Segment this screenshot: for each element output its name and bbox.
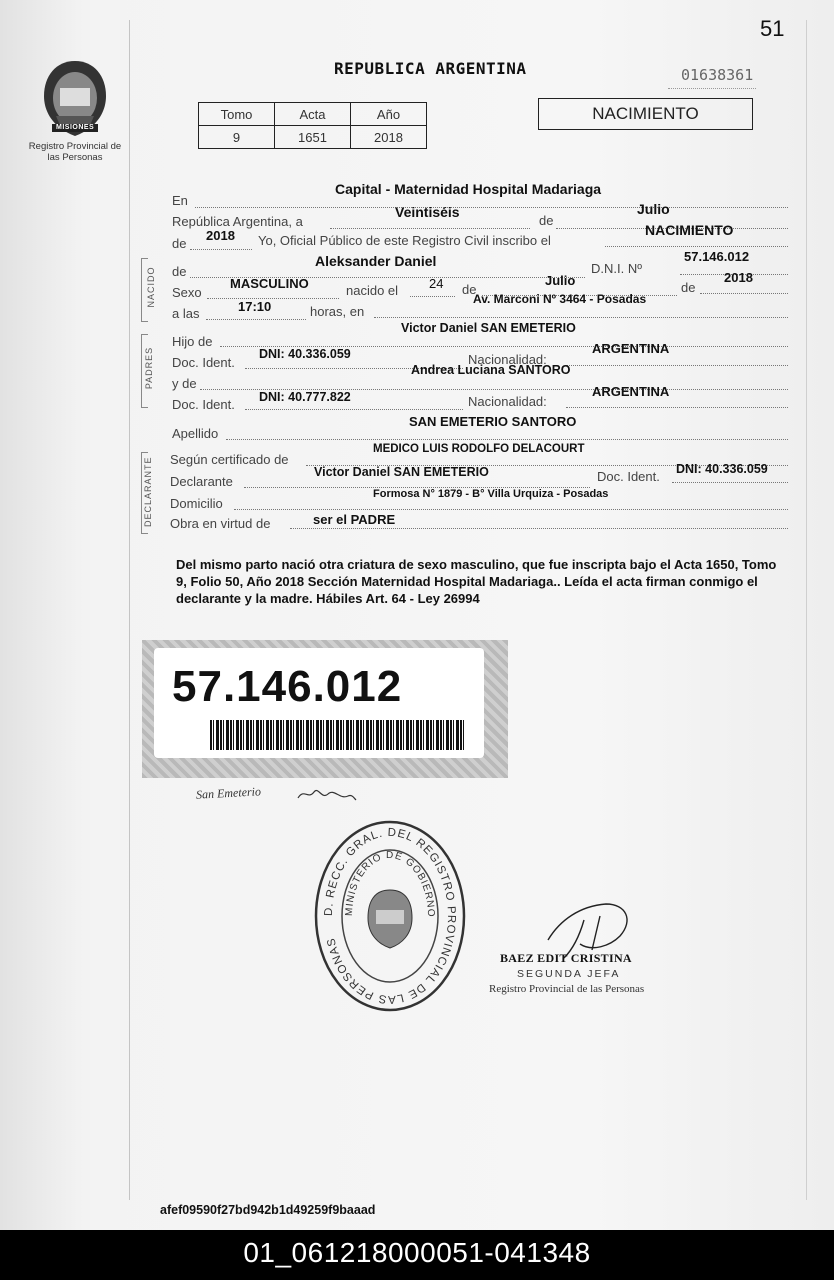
annotation-paragraph: Del mismo parto nació otra criatura de sexo masculino, que fue inscripta bajo el Acta 1650, Tomo 9, Folio 50, Año 2018 Sección Maternidad Hospital Madariaga.. Leída el acta firman conmigo el declarante y la madre. Hábiles Art. 64 - Ley 26994	[176, 557, 777, 606]
value-father-nat: ARGENTINA	[592, 341, 670, 356]
official-office: Registro Provincial de las Personas	[489, 983, 645, 995]
right-margin-line	[806, 20, 807, 1200]
line-father-nat	[566, 365, 788, 366]
label-de-birth-month: de	[462, 282, 477, 297]
label-republica: República Argentina, a	[172, 214, 303, 229]
line-en	[195, 207, 788, 208]
value-sex: MASCULINO	[230, 276, 309, 291]
label-segun: Según certificado de	[170, 452, 289, 467]
declarant-scribble	[296, 782, 358, 806]
footer-id-bar	[0, 1230, 834, 1280]
label-a-las: a las	[172, 306, 200, 321]
label-sexo: Sexo	[172, 285, 202, 300]
document-title: REPUBLICA ARGENTINA	[334, 59, 527, 78]
label-de-year: de	[172, 236, 187, 251]
line-event	[605, 246, 788, 247]
official-seal	[312, 818, 468, 1014]
margin-line	[129, 20, 130, 1200]
label-declarante: Declarante	[170, 474, 233, 489]
book-value-tomo: 9	[199, 126, 275, 149]
side-label-padres: PADRES	[144, 346, 154, 390]
label-obra: Obra en virtud de	[170, 516, 271, 531]
doc-type-label: NACIMIENTO	[592, 104, 699, 123]
value-father: Victor Daniel SAN EMETERIO	[401, 321, 576, 335]
value-place: Capital - Maternidad Hospital Madariaga	[335, 181, 602, 197]
value-year: 2018	[206, 228, 235, 243]
book-header-acta: Acta	[275, 103, 351, 126]
book-header-ano: Año	[351, 103, 427, 126]
value-time: 17:10	[238, 299, 272, 314]
book-value-ano: 2018	[351, 126, 427, 149]
line-declarant-doc	[672, 482, 788, 483]
side-label-declarante: DECLARANTE	[143, 456, 153, 527]
label-domicilio: Domicilio	[170, 496, 223, 511]
book-table	[198, 102, 427, 149]
footer-id: 01_061218000051-041348	[243, 1237, 591, 1268]
barcode	[210, 720, 465, 750]
value-birth-day: 24	[429, 276, 444, 291]
line-day	[330, 228, 530, 229]
line-surname	[226, 439, 788, 440]
label-de-month: de	[539, 213, 554, 228]
declarant-signature: San Emeterio	[195, 784, 262, 802]
label-nacido-el: nacido el	[346, 283, 399, 298]
official-name: BAEZ EDIT CRISTINA	[500, 951, 632, 965]
barcode-panel	[142, 640, 508, 778]
value-mother-doc: DNI: 40.777.822	[259, 390, 351, 404]
province-emblem	[38, 58, 112, 140]
value-birth-month: Julio	[545, 273, 576, 288]
registry-label: Registro Provincial de las Personas	[28, 141, 122, 163]
value-certificate: MEDICO LUIS RODOLFO DELACOURT	[373, 443, 585, 455]
value-surname: SAN EMETERIO SANTORO	[409, 414, 577, 429]
side-label-nacido: NACIDO	[146, 266, 156, 308]
line-sex	[207, 298, 339, 299]
label-nacionalidad-mother: Nacionalidad:	[468, 394, 547, 409]
doc-type-box	[538, 98, 753, 130]
serial-line	[668, 88, 756, 89]
label-hijo-de: Hijo de	[172, 334, 213, 349]
value-mother: Andrea Luciana SANTORO	[411, 363, 571, 377]
label-nacionalidad-father: Nacionalidad:	[468, 352, 547, 367]
label-doc-ident-declarant: Doc. Ident.	[597, 469, 660, 484]
value-declarant: Victor Daniel SAN EMETERIO	[314, 465, 489, 479]
label-horas-en: horas, en	[310, 304, 365, 319]
value-name: Aleksander Daniel	[315, 253, 437, 269]
value-event: NACIMIENTO	[645, 222, 734, 238]
value-birth-year: 2018	[724, 270, 753, 285]
document-hash: afef09590f27bd942b1d49259f9baaad	[160, 1203, 376, 1217]
book-header-tomo: Tomo	[199, 103, 275, 126]
value-mother-nat: ARGENTINA	[592, 384, 670, 399]
label-dni: D.N.I. Nº	[591, 261, 642, 276]
barcode-label	[154, 648, 484, 758]
line-birth-day	[410, 296, 455, 297]
seal-inner-text: MINISTERIO DE GOBIERNO	[343, 849, 437, 918]
emblem-text: MISIONES	[56, 124, 95, 131]
line-mother-nat	[566, 407, 788, 408]
value-father-doc: DNI: 40.336.059	[259, 347, 351, 361]
value-day: Veintiséis	[395, 204, 460, 220]
book-value-acta: 1651	[275, 126, 351, 149]
line-birth-year	[700, 293, 788, 294]
label-de-birth-year: de	[681, 280, 696, 295]
label-yo: Yo, Oficial Público de este Registro Civil inscribo el	[258, 233, 551, 248]
serial-number: 01638361	[681, 66, 754, 84]
label-apellido: Apellido	[172, 426, 219, 441]
value-month: Julio	[637, 201, 670, 217]
line-year	[190, 249, 252, 250]
value-dni: 57.146.012	[684, 249, 750, 264]
label-y-de: y de	[172, 376, 197, 391]
value-by-virtue: ser el PADRE	[313, 512, 396, 527]
value-domicile: Formosa N° 1879 - B° Villa Urquiza - Posadas	[373, 488, 609, 500]
page-number: 51	[760, 16, 785, 41]
line-time	[206, 319, 306, 320]
value-address: Av. Marconi Nº 3464 - Posadas	[473, 292, 647, 306]
label-doc-ident-mother: Doc. Ident.	[172, 397, 235, 412]
line-address	[374, 317, 788, 318]
label-en: En	[172, 193, 188, 208]
seal-text: D. RECC. GRAL. DEL REGISTRO PROVINCIAL DE LAS PERSONAS	[322, 826, 458, 1006]
line-by-virtue	[290, 528, 788, 529]
label-doc-ident-father: Doc. Ident.	[172, 355, 235, 370]
line-domicile	[234, 509, 788, 510]
official-position: SEGUNDA JEFA	[517, 968, 621, 980]
barcode-number: 57.146.012	[172, 662, 403, 711]
value-declarant-doc: DNI: 40.336.059	[676, 462, 768, 476]
line-mother-doc	[245, 409, 463, 410]
label-de-name: de	[172, 264, 187, 279]
